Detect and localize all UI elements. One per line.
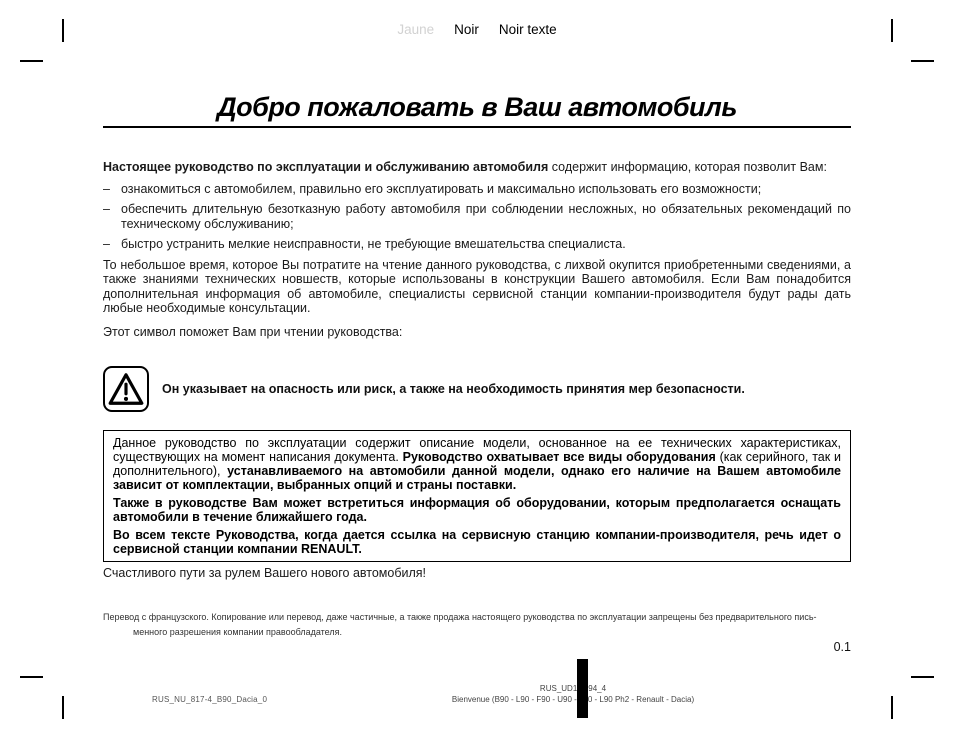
bullet-dash: – <box>103 202 110 216</box>
bullet-dash: – <box>103 181 110 196</box>
notice-paragraph-1 <box>113 436 841 492</box>
print-color-labels <box>0 22 954 37</box>
footer-left-code: RUS_NU_817-4_B90_Dacia_0 <box>152 695 268 704</box>
crop-mark-bottom-left-horizontal <box>20 676 43 678</box>
bullet-text: ознакомиться с автомобилем, правильно его эксплуатировать и максимально использовать его возможности; <box>121 181 762 196</box>
notice-box <box>103 430 851 562</box>
footer-code-line2-left: Bienvenue (B90 - L90 - F90 - U90 - <box>451 694 577 704</box>
notice-p1-regular2: (как серийного, так и дополнительного), <box>113 450 842 478</box>
intro-lead <box>103 160 851 175</box>
list-item <box>103 182 851 197</box>
legal-line-2: менного разрешения компании правообладателя. <box>133 627 343 637</box>
notice-paragraph-2: Также в руководстве Вам может встретиться информация об оборудовании, которым предполагается оснащать автомобили в течение ближайшего года. <box>113 496 841 524</box>
intro-paragraph: То небольшое время, которое Вы потратите на чтение данного руководства, с лихвой окупится приобретенными сведениями, а также знаниями технических новшеств, которые использованы в конструкции Вашего автомобиля. Если Вам понадобится дополнительная информация об автомобиле, специалисты сервисной станции компании-производителя будут рады дать любые необходимые консультации. <box>103 257 851 315</box>
bullet-text: быстро устранить мелкие неисправности, не требующие вмешательства специалиста. <box>121 237 626 251</box>
intro-lead-bold: Настоящее руководство по эксплуатации и обслуживанию автомобиля <box>103 160 549 174</box>
intro-lead-rest: содержит информацию, которая позволит Вам: <box>548 160 827 174</box>
symbol-note: Этот символ поможет Вам при чтении руководства: <box>103 324 403 339</box>
footer-code-line2-right: 0 - L90 Ph2 - Renault - Dacia) <box>587 694 695 704</box>
intro-section <box>103 160 851 339</box>
registration-bar <box>577 659 588 718</box>
crop-mark-top-right-horizontal <box>911 60 934 62</box>
notice-p3-main: Во всем тексте Руководства, когда дается ссылка на сервисную станцию компании-производителя, речь идет о сервисной станции компании <box>113 528 841 556</box>
footer-code-line1-right: 94_4 <box>588 684 607 693</box>
footer-code-line-2 <box>452 695 694 706</box>
legal-note <box>103 610 851 640</box>
legal-line-1: Перевод с французского. Копирование или перевод, даже частичные, а также продажа настоящего руководства по эксплуатации запрещены без предварительного пись- <box>103 612 817 622</box>
notice-p3-brand: RENAULT. <box>301 542 362 556</box>
crop-mark-bottom-right-vertical <box>891 696 893 719</box>
print-label-noir-texte: Noir texte <box>498 22 557 37</box>
list-item <box>103 202 851 231</box>
notice-p1-regular1: Данное руководство по эксплуатации содержит описание модели, основанное на ее технических характеристиках, существующих на момент написания документа. <box>113 436 841 464</box>
crop-mark-bottom-left-vertical <box>62 696 64 719</box>
warning-triangle-glyph <box>107 371 145 407</box>
notice-paragraph-3 <box>113 528 841 556</box>
page-number: 0.1 <box>833 640 851 654</box>
footer-code-line-1 <box>452 684 694 695</box>
footer-center-code <box>452 684 694 705</box>
crop-mark-bottom-right-horizontal <box>911 676 934 678</box>
list-item <box>103 237 851 252</box>
closing-line: Счастливого пути за рулем Вашего нового автомобиля! <box>103 566 427 580</box>
title-rule <box>103 126 851 128</box>
warning-row <box>103 366 851 412</box>
notice-p1-bold1: Руководство охватывает все виды оборудования <box>402 450 716 464</box>
bullet-dash: – <box>103 237 110 251</box>
page-title: Добро пожаловать в Ваш автомобиль <box>217 92 737 122</box>
bullet-text: обеспечить длительную безотказную работу автомобиля при соблюдении несложных, но обязательных рекомендаций по техническому обслуживанию; <box>121 202 851 231</box>
footer-code-line1-left: RUS_UD1 <box>539 684 578 693</box>
print-label-noir: Noir <box>454 22 479 37</box>
warning-text: Он указывает на опасность или риск, а также на необходимость принятия мер безопасности. <box>162 381 745 396</box>
print-label-jaune: Jaune <box>397 22 435 37</box>
notice-p1-bold2: устанавливаемого на автомобили данной модели, однако его наличие на Вашем автомобиле зависит от комплектации, выбранных опций и страны поставки. <box>113 464 842 492</box>
warning-triangle-icon <box>103 366 149 412</box>
crop-mark-top-left-horizontal <box>20 60 43 62</box>
